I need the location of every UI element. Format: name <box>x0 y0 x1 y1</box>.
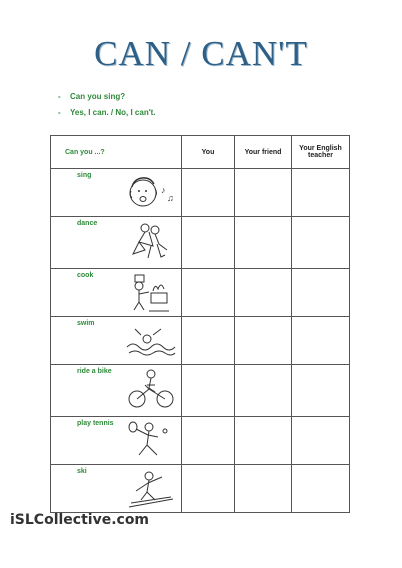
bullet-dash: - <box>58 107 61 117</box>
activity-cell <box>51 169 182 217</box>
svg-text:♪: ♪ <box>161 185 166 195</box>
activity-label: cook <box>77 272 94 279</box>
site-watermark: iSLCollective.com <box>10 512 150 528</box>
answer-cell-teacher[interactable] <box>292 317 350 365</box>
tennis-player-icon <box>125 421 177 461</box>
activity-label: ride a bike <box>77 368 112 375</box>
table-row <box>51 465 350 513</box>
answer-cell-you[interactable] <box>182 269 235 317</box>
example-notes <box>58 88 156 120</box>
activity-cell <box>51 317 182 365</box>
survey-table <box>50 135 350 513</box>
header-your-friend: Your friend <box>235 136 292 169</box>
answer-cell-friend[interactable] <box>235 317 292 365</box>
answer-cell-you[interactable] <box>182 317 235 365</box>
answer-cell-you[interactable] <box>182 169 235 217</box>
activity-cell <box>51 217 182 269</box>
answer-cell-you[interactable] <box>182 217 235 269</box>
activity-cell <box>51 365 182 417</box>
activity-label: dance <box>77 220 98 227</box>
answer-cell-teacher[interactable] <box>292 169 350 217</box>
answer-cell-teacher[interactable] <box>292 417 350 465</box>
table-row <box>51 217 350 269</box>
table-row <box>51 365 350 417</box>
singer-icon <box>125 173 177 213</box>
answer-cell-friend[interactable] <box>235 169 292 217</box>
page-title: CAN / CAN'T <box>94 34 308 73</box>
answer-cell-friend[interactable] <box>235 465 292 513</box>
answer-cell-teacher[interactable] <box>292 269 350 317</box>
answer-cell-you[interactable] <box>182 417 235 465</box>
activity-label: sing <box>77 172 92 179</box>
cyclist-icon <box>125 369 177 409</box>
activity-label: swim <box>77 320 95 327</box>
header-your-english-teacher: Your English teacher <box>292 136 350 169</box>
table-row <box>51 169 350 217</box>
cook-icon <box>125 273 177 313</box>
bullet-dash: - <box>58 91 61 101</box>
answer-cell-you[interactable] <box>182 365 235 417</box>
skier-icon <box>125 469 177 509</box>
answer-cell-friend[interactable] <box>235 217 292 269</box>
swimmer-icon <box>125 321 177 361</box>
answer-cell-teacher[interactable] <box>292 217 350 269</box>
table-row <box>51 317 350 365</box>
example-answer-text: Yes, I can. / No, I can't. <box>70 107 156 117</box>
answer-cell-teacher[interactable] <box>292 465 350 513</box>
header-can-you: Can you ...? <box>51 136 182 169</box>
activity-label: play tennis <box>77 420 114 427</box>
example-answer <box>58 104 156 120</box>
activity-cell <box>51 269 182 317</box>
table-row <box>51 417 350 465</box>
answer-cell-friend[interactable] <box>235 365 292 417</box>
example-question <box>58 88 156 104</box>
answer-cell-you[interactable] <box>182 465 235 513</box>
activity-cell <box>51 417 182 465</box>
activity-label: ski <box>77 468 87 475</box>
example-question-text: Can you sing? <box>70 91 126 101</box>
table-row <box>51 269 350 317</box>
activity-cell <box>51 465 182 513</box>
answer-cell-teacher[interactable] <box>292 365 350 417</box>
header-row <box>51 136 350 169</box>
answer-cell-friend[interactable] <box>235 417 292 465</box>
dancers-icon <box>125 221 177 261</box>
answer-cell-friend[interactable] <box>235 269 292 317</box>
svg-text:♫: ♫ <box>167 193 174 203</box>
header-you: You <box>182 136 235 169</box>
